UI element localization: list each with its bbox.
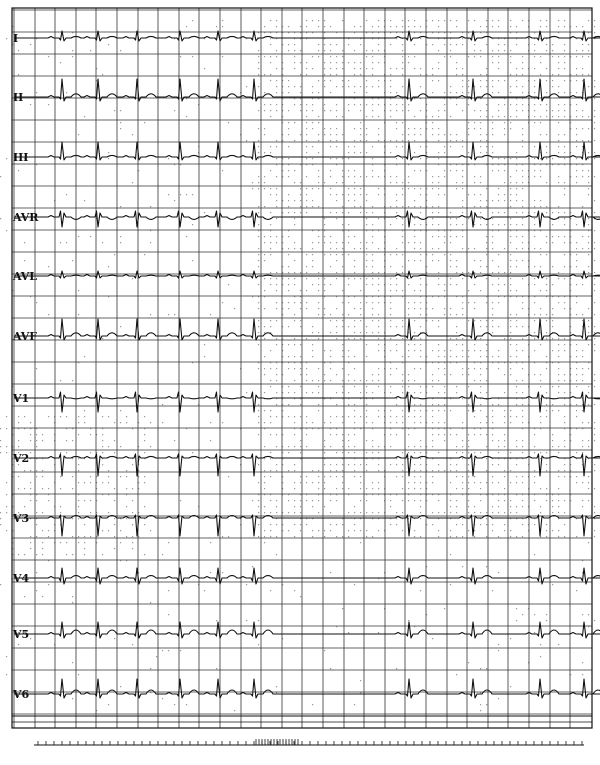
lead-label-ii: II	[13, 91, 24, 104]
lead-label-avf: AVF	[13, 330, 38, 343]
lead-label-avr: AVR	[13, 211, 39, 224]
lead-label-v1: V1	[13, 392, 30, 405]
lead-label-v5: V5	[13, 628, 30, 641]
lead-label-v2: V2	[13, 452, 30, 465]
lead-label-iii: III	[13, 151, 29, 164]
lead-label-avl: AVL	[13, 270, 38, 283]
lead-label-v3: V3	[13, 512, 30, 525]
lead-label-v6: V6	[13, 688, 30, 701]
lead-label-v4: V4	[13, 572, 30, 585]
lead-label-i: I	[13, 32, 19, 45]
